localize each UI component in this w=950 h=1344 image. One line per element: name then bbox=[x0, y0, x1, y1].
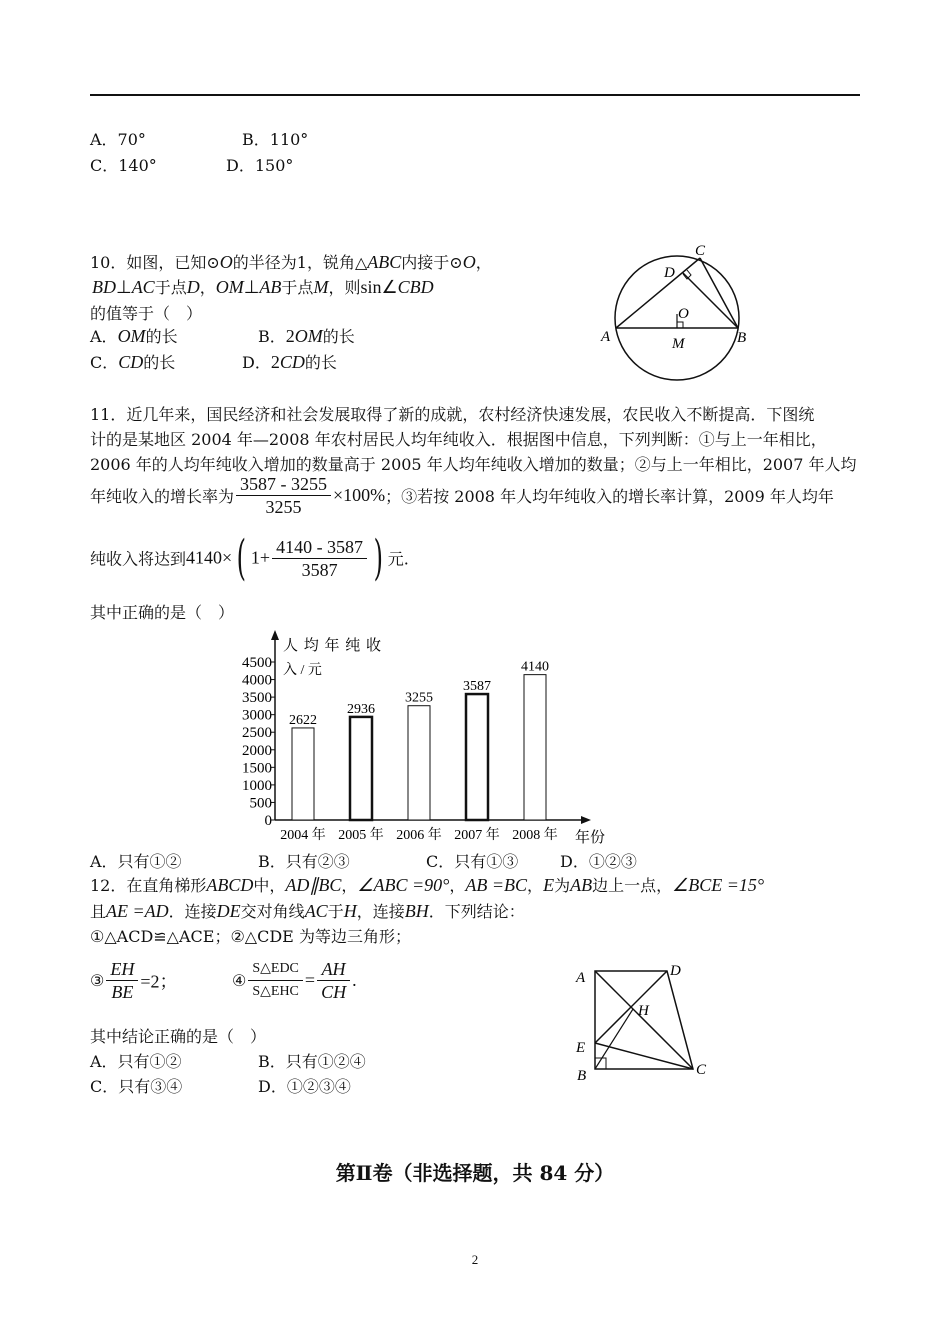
x-axis-label: 年份 bbox=[575, 830, 606, 846]
q10-line2: BD⊥AC于点D，OM⊥AB于点M，则sin∠CBD bbox=[92, 277, 434, 297]
label-a: A bbox=[601, 329, 611, 345]
q12-conclusion-4: ④ $\frac{\text{S△EDC}}{\text{S△EHC}}$ = $\frac{AH}{CH}$ . bbox=[232, 959, 357, 1002]
y-tick-label: 500 bbox=[249, 795, 272, 812]
q9-option-a: A．70° bbox=[90, 130, 146, 149]
x-axis-arrow bbox=[581, 816, 591, 824]
label-d: D bbox=[664, 265, 675, 281]
q11-line3: 2006 年的人均年纯收入增加的数量高于 2005 年人均年纯收入增加的数量；②与上一年相比，2007 年人均 bbox=[90, 455, 857, 474]
bar-2004 bbox=[292, 728, 314, 820]
x-tick-label: 2005 年 bbox=[338, 828, 384, 843]
y-tick-label: 4000 bbox=[242, 672, 272, 689]
y-axis-arrow bbox=[271, 630, 279, 640]
label-e: E bbox=[576, 1040, 586, 1056]
bar-2008 bbox=[524, 675, 546, 820]
q9-option-c: C．140° bbox=[90, 156, 157, 175]
y-tick-label: 2500 bbox=[242, 725, 272, 742]
segment-bh bbox=[595, 1009, 633, 1069]
q12-line3: ①△ACD≌△ACE；②△CDE 为等边三角形； bbox=[90, 927, 411, 946]
q12-ask: 其中结论正确的是（ ） bbox=[90, 1027, 267, 1046]
q10-line1: 10．如图，已知⊙O的半径为1，锐角△ABC内接于⊙O， bbox=[90, 252, 492, 272]
diagonal-ac bbox=[595, 971, 693, 1069]
q12-trapezoid-figure bbox=[570, 958, 720, 1088]
q11-line4: 年纯收入的增长率为 $\frac{3587 - 3255}{3255}$ ×100%；③若按 2008 年人均年纯收入的增长率计算，2009 年人均年 bbox=[90, 474, 834, 517]
q12-option-c: C．只有③④ bbox=[90, 1077, 183, 1096]
label-c: C bbox=[696, 1062, 707, 1078]
x-tick-label: 2008 年 bbox=[512, 828, 558, 843]
q11-option-b: B．只有②③ bbox=[258, 852, 350, 871]
q10-option-c: C．CD的长 bbox=[90, 352, 176, 372]
q9-option-b: B．110° bbox=[242, 130, 309, 149]
bar-value-label: 2936 bbox=[347, 701, 375, 717]
y-tick-label: 1500 bbox=[242, 760, 272, 777]
q12-option-d: D．①②③④ bbox=[258, 1077, 351, 1096]
x-tick-label: 2006 年 bbox=[396, 828, 442, 843]
bar-2005 bbox=[350, 717, 372, 820]
fraction-growth-2007: $\frac{3587 - 3255}{3255}$ bbox=[236, 473, 331, 518]
q10-option-a: A．OM的长 bbox=[90, 326, 178, 346]
label-b: B bbox=[577, 1068, 587, 1084]
y-tick-label: 4500 bbox=[242, 655, 272, 671]
right-angle-m bbox=[677, 322, 683, 328]
page-number: 2 bbox=[471, 1252, 479, 1267]
label-d: D bbox=[670, 963, 681, 979]
bar-2007 bbox=[466, 694, 488, 820]
q12-line2: 且AE =AD．连接DE交对角线AC于H，连接BH．下列结论： bbox=[90, 901, 525, 921]
income-bar-chart bbox=[225, 628, 625, 850]
q12-option-a: A．只有①② bbox=[90, 1052, 182, 1071]
q11-option-d: D．①②③ bbox=[560, 852, 637, 871]
header-rule bbox=[90, 94, 860, 96]
bar-value-label: 3255 bbox=[405, 690, 433, 706]
x-tick-label: 2004 年 bbox=[280, 828, 326, 843]
y-tick-label: 3000 bbox=[242, 707, 272, 724]
bar-value-label: 2622 bbox=[289, 712, 317, 728]
label-c: C bbox=[695, 243, 706, 259]
label-a: A bbox=[576, 970, 586, 986]
section-title: 第Ⅱ卷（非选择题，共 84 分） bbox=[335, 1161, 615, 1185]
y-axis-label-1: 人 均 年 纯 收 bbox=[283, 638, 383, 654]
q11-line1: 11．近几年来，国民经济和社会发展取得了新的成就，农村经济快速发展，农民收入不断提高．下图统 bbox=[90, 405, 815, 424]
q11-line5: 纯收入将达到4140×( 1+ $\frac{4140 - 3587}{3587}$ ) 元. bbox=[90, 530, 409, 586]
q10-option-d: D．2CD的长 bbox=[242, 352, 337, 372]
label-h: H bbox=[638, 1003, 649, 1019]
q12-conclusion-3: ③ $\frac{EH}{BE}$ =2； bbox=[90, 959, 178, 1002]
q10-circle-figure bbox=[595, 238, 765, 388]
y-tick-label: 1000 bbox=[242, 777, 272, 794]
q12-option-b: B．只有①②④ bbox=[258, 1052, 366, 1071]
q9-option-d: D．150° bbox=[226, 156, 294, 175]
q11-ask: 其中正确的是（ ） bbox=[90, 603, 235, 622]
y-axis-label-2: 入 / 元 bbox=[283, 663, 322, 678]
segment-bd bbox=[683, 273, 738, 328]
y-tick-label: 3500 bbox=[242, 690, 272, 707]
label-m: M bbox=[672, 336, 685, 352]
bar-value-label: 4140 bbox=[521, 659, 549, 675]
q12-line1: 12．在直角梯形ABCD中，AD∥BC，∠ABC =90°，AB =BC，E为AB边上一点，∠BCE =15° bbox=[90, 875, 765, 895]
bar-2006 bbox=[408, 706, 430, 820]
label-o: O bbox=[678, 306, 689, 322]
x-tick-label: 2007 年 bbox=[454, 828, 500, 843]
q11-option-a: A．只有①② bbox=[90, 852, 182, 871]
q11-option-c: C．只有①③ bbox=[426, 852, 519, 871]
q10-line3: 的值等于（ ） bbox=[90, 304, 203, 323]
label-b: B bbox=[737, 330, 747, 346]
bar-value-label: 3587 bbox=[463, 679, 491, 695]
q11-line2: 计的是某地区 2004 年—2008 年农村居民人均年纯收入．根据图中信息，下列判断：①与上一年相比， bbox=[90, 430, 827, 449]
segment-cb bbox=[700, 258, 738, 328]
q10-option-b: B．2OM的长 bbox=[258, 326, 355, 346]
fraction-growth-2008: $\frac{4140 - 3587}{3587}$ bbox=[272, 536, 367, 581]
y-tick-label: 0 bbox=[264, 813, 272, 829]
y-tick-label: 2000 bbox=[242, 742, 272, 759]
